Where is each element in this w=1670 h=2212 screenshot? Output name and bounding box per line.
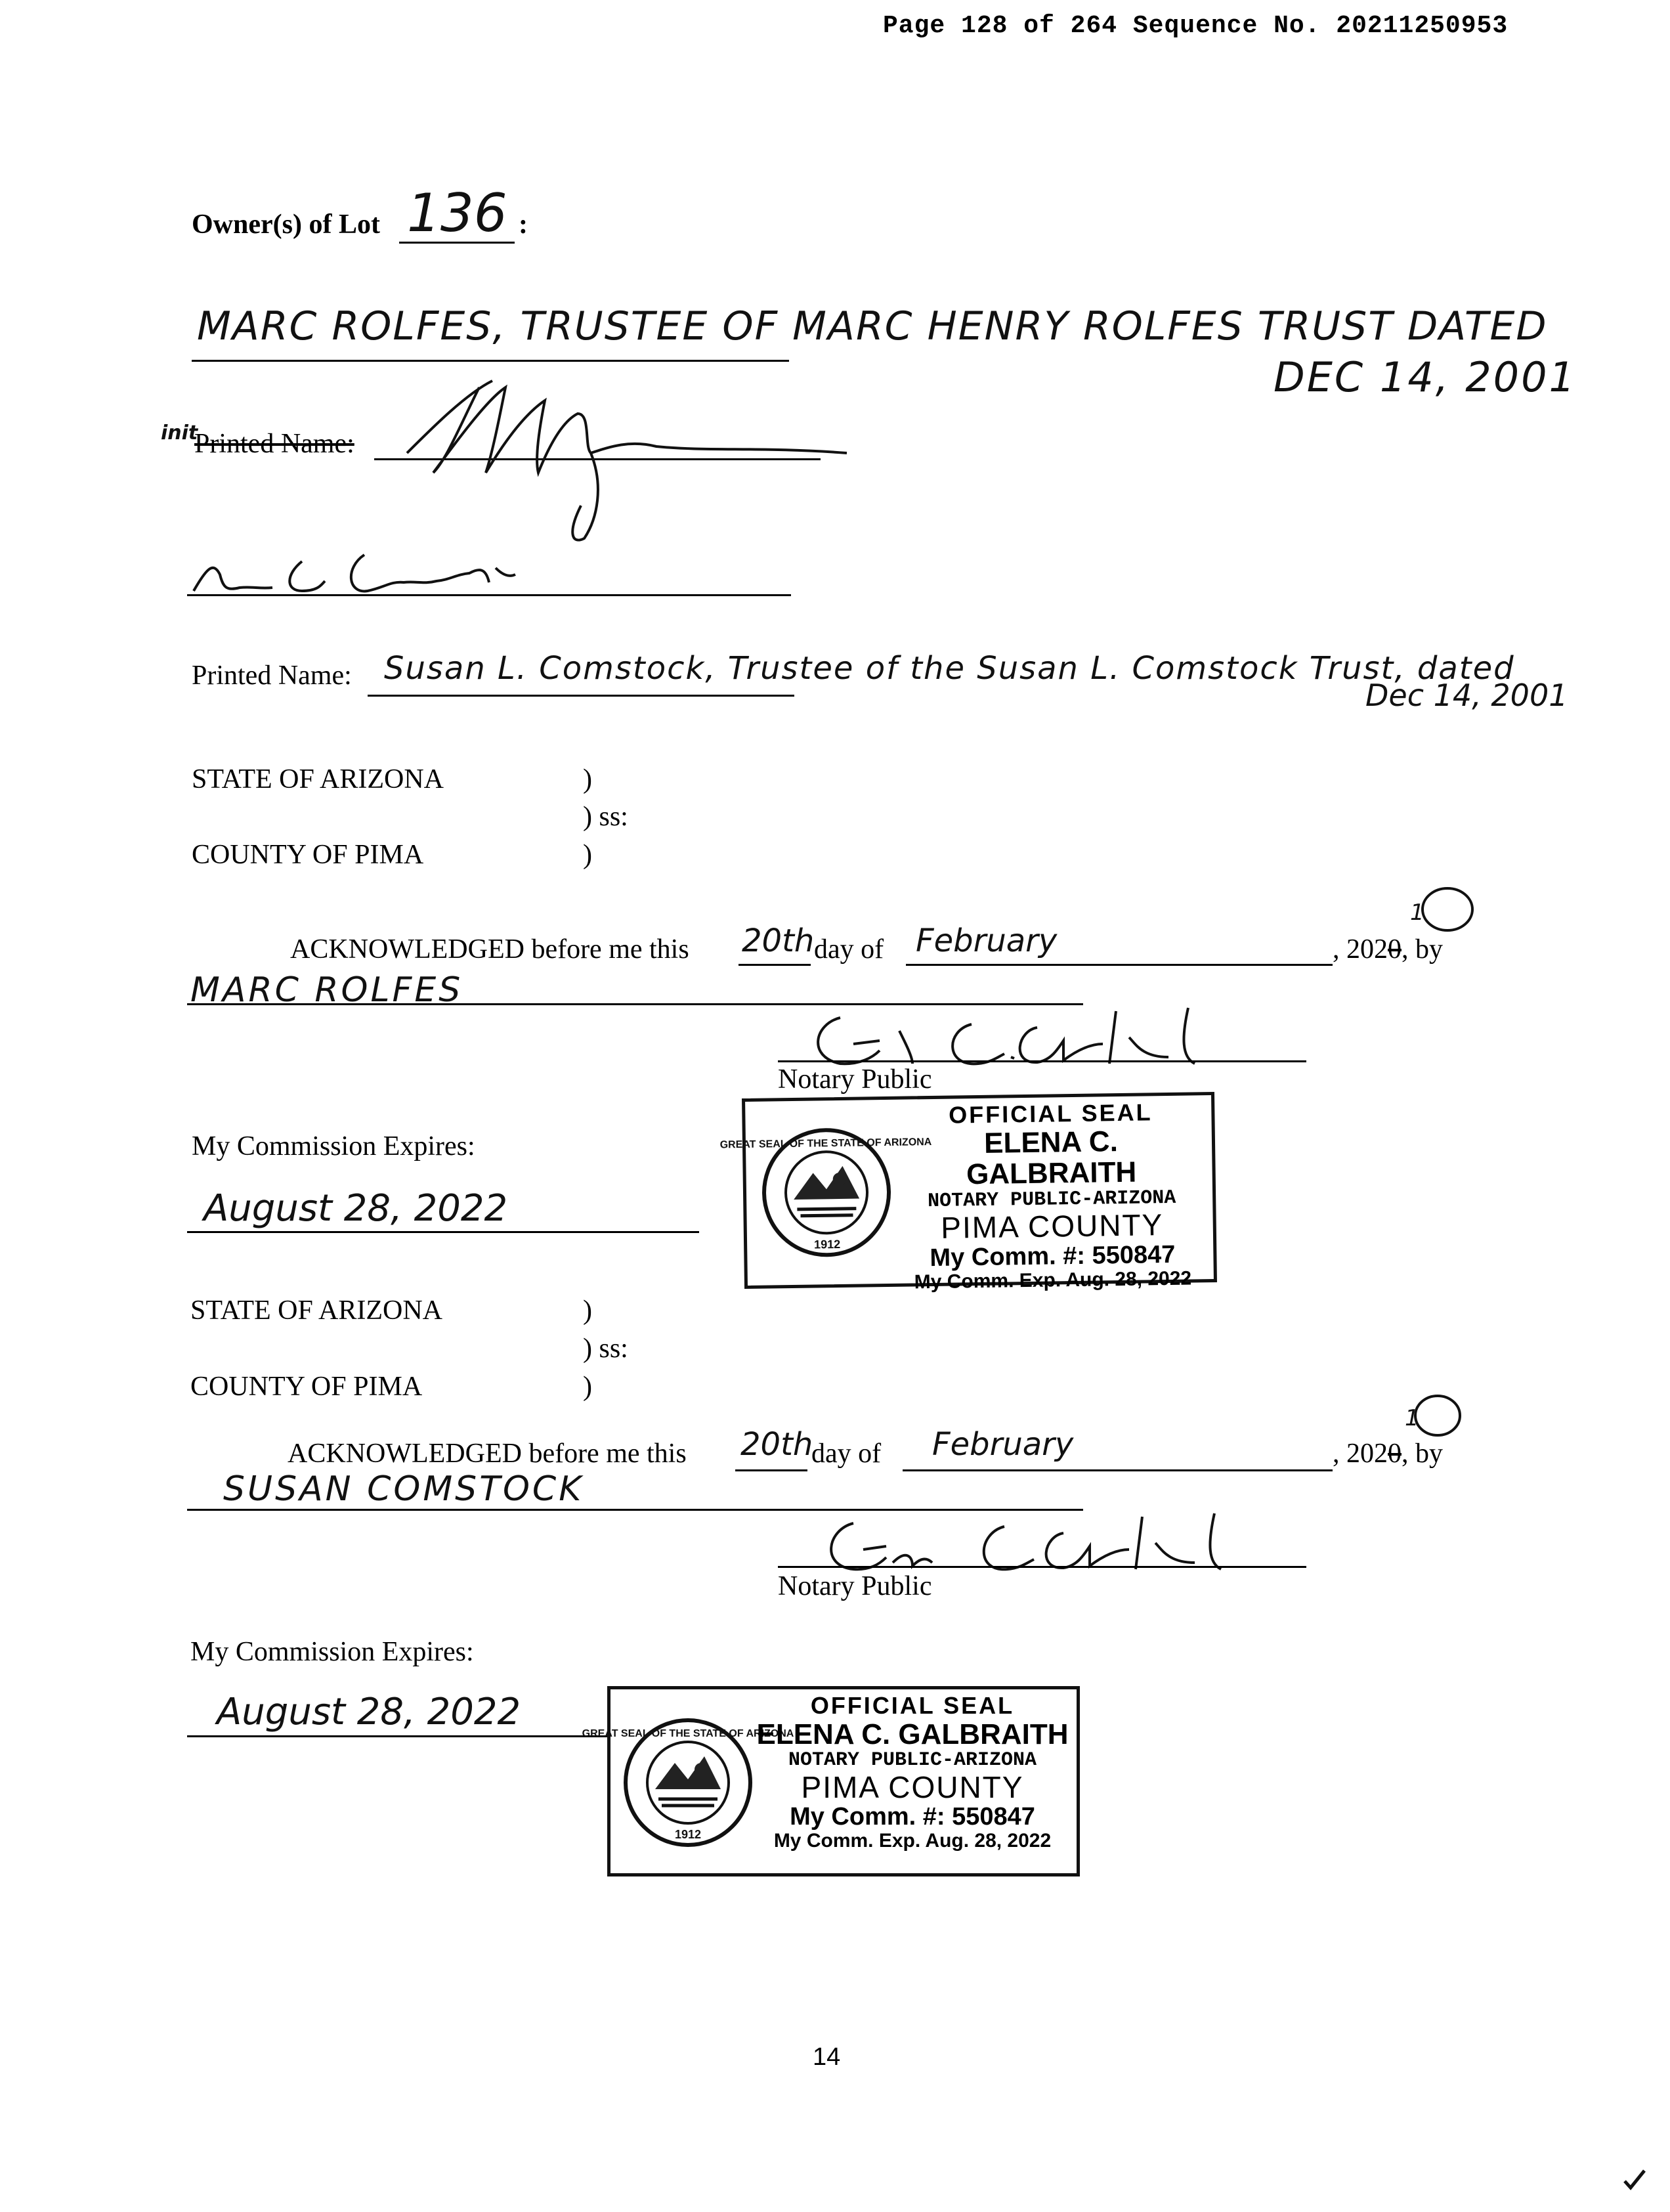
venue1-county: COUNTY OF PIMA (192, 840, 424, 870)
state-seal-text-1: GREAT SEAL OF THE STATE OF ARIZONA (719, 1137, 932, 1151)
ack1-year (1333, 934, 1443, 965)
seal1-role: NOTARY PUBLIC-ARIZONA (927, 1186, 1176, 1213)
state-seal-text-2: GREAT SEAL OF THE STATE OF ARIZONA (582, 1728, 794, 1739)
initials-note: init (161, 422, 198, 445)
ack2-year-struck: 0 (1388, 1439, 1402, 1469)
ack2-month: February (932, 1426, 1074, 1463)
seal1-title: OFFICIAL SEAL (948, 1098, 1153, 1129)
ack2-by: , by (1402, 1439, 1443, 1469)
signer1-name-underline (192, 360, 789, 362)
signer1-handwritten-date: DEC 14, 2001 (1274, 353, 1577, 401)
seal1-county: PIMA COUNTY (940, 1207, 1164, 1246)
signer2-signature-line (187, 594, 791, 596)
seal1-comm-no: My Comm. #: 550847 (930, 1240, 1176, 1272)
lot-number-underline (399, 242, 515, 244)
seal2-comm-no: My Comm. #: 550847 (790, 1803, 1035, 1831)
signer1-handwritten-name: MARC ROLFES, TRUSTEE OF MARC HENRY ROLFES TRUST DATED (197, 303, 1548, 349)
check-mark-icon (1621, 2167, 1648, 2193)
commission2-label: My Commission Expires: (190, 1637, 474, 1667)
ack1-year-struck: 0 (1388, 934, 1402, 965)
commission2-underline (187, 1735, 607, 1737)
seal2-comm-exp: My Comm. Exp. Aug. 28, 2022 (773, 1830, 1052, 1852)
state-seal-emblem-2 (582, 1717, 794, 1848)
notary-seal-2 (582, 1686, 1080, 1876)
signer2-printed-name-label: Printed Name: (192, 661, 352, 691)
notary2-signature-line (778, 1566, 1306, 1568)
ack2-initial-circle (1411, 1391, 1464, 1441)
ack2-month-underline (903, 1469, 1333, 1471)
ack2-day: 20th (740, 1426, 813, 1463)
venue1-state: STATE OF ARIZONA (192, 764, 444, 794)
venue1-paren-top: ) (583, 764, 592, 794)
page-number: 14 (813, 2043, 841, 2071)
ack1-name: MARC ROLFES (190, 970, 463, 1010)
ack2-day-underline (735, 1469, 807, 1471)
state-seal-emblem-1 (719, 1126, 932, 1259)
venue2-state: STATE OF ARIZONA (190, 1295, 442, 1326)
ack1-day-underline (739, 964, 811, 966)
seal2-title: OFFICIAL SEAL (810, 1692, 1015, 1719)
owner-lot-label (192, 209, 380, 240)
venue2-county: COUNTY OF PIMA (190, 1372, 423, 1402)
ack1-year-correction: 1 (1410, 900, 1424, 926)
signer2-printed-name-date: Dec 14, 2001 (1365, 678, 1568, 713)
seal2-county: PIMA COUNTY (801, 1769, 1024, 1804)
venue2-ss: ) ss: (583, 1334, 628, 1364)
venue1-paren-bottom: ) (583, 840, 592, 870)
notary1-signature-line (778, 1060, 1306, 1062)
venue2-paren-top: ) (583, 1295, 592, 1326)
ack2-year-prefix: , 202 (1333, 1439, 1388, 1469)
seal1-name: ELENA C. GALBRAITH (966, 1125, 1137, 1191)
signer1-printed-name-label: Printed Name: (194, 429, 354, 459)
signer2-printed-name-value: Susan L. Comstock, Trustee of the Susan L. Comstock Trust, dated (384, 650, 1515, 687)
lot-number-handwritten: 136 (407, 183, 507, 244)
commission1-underline (187, 1231, 699, 1233)
owner-lot-colon: : (519, 209, 528, 240)
ack1-month-underline (906, 964, 1333, 966)
ack2-year-correction: 1 (1405, 1405, 1419, 1431)
commission2-date: August 28, 2022 (217, 1691, 521, 1733)
ack2-name: SUSAN COMSTOCK (223, 1469, 584, 1509)
ack2-prefix: ACKNOWLEDGED before me this (288, 1439, 687, 1469)
venue1-ss: ) ss: (583, 802, 628, 832)
page-sequence-header: Page 128 of 264 Sequence No. 20211250953 (883, 12, 1509, 40)
state-seal-year-2: 1912 (674, 1828, 702, 1841)
ack1-month: February (916, 922, 1058, 959)
seal2-role: NOTARY PUBLIC-ARIZONA (788, 1749, 1037, 1772)
notary-seal-1 (719, 1092, 1217, 1293)
commission1-date: August 28, 2022 (203, 1187, 508, 1230)
notary2-label: Notary Public (778, 1571, 932, 1601)
signer2-printed-name-underline (368, 695, 794, 697)
ack2-day-of: day of (811, 1439, 882, 1469)
signer1-signature (394, 374, 867, 552)
ack1-year-prefix: , 202 (1333, 934, 1388, 965)
ack1-day-of: day of (814, 934, 884, 965)
ack1-by: , by (1402, 934, 1443, 965)
ack1-prefix: ACKNOWLEDGED before me this (290, 934, 689, 965)
signer2-signature (187, 529, 574, 614)
ack2-year (1333, 1438, 1443, 1469)
ack1-day: 20th (742, 922, 815, 959)
seal2-name: ELENA C. GALBRAITH (756, 1718, 1069, 1750)
notary1-label: Notary Public (778, 1064, 932, 1095)
owner-lot-label-text: Owner(s) of Lot (192, 209, 380, 240)
ack1-initial-circle (1418, 883, 1477, 936)
seal1-comm-exp: My Comm. Exp. Aug. 28, 2022 (914, 1267, 1192, 1293)
commission1-label: My Commission Expires: (192, 1131, 475, 1161)
state-seal-year-1: 1912 (813, 1237, 841, 1251)
venue2-paren-bottom: ) (583, 1372, 592, 1402)
